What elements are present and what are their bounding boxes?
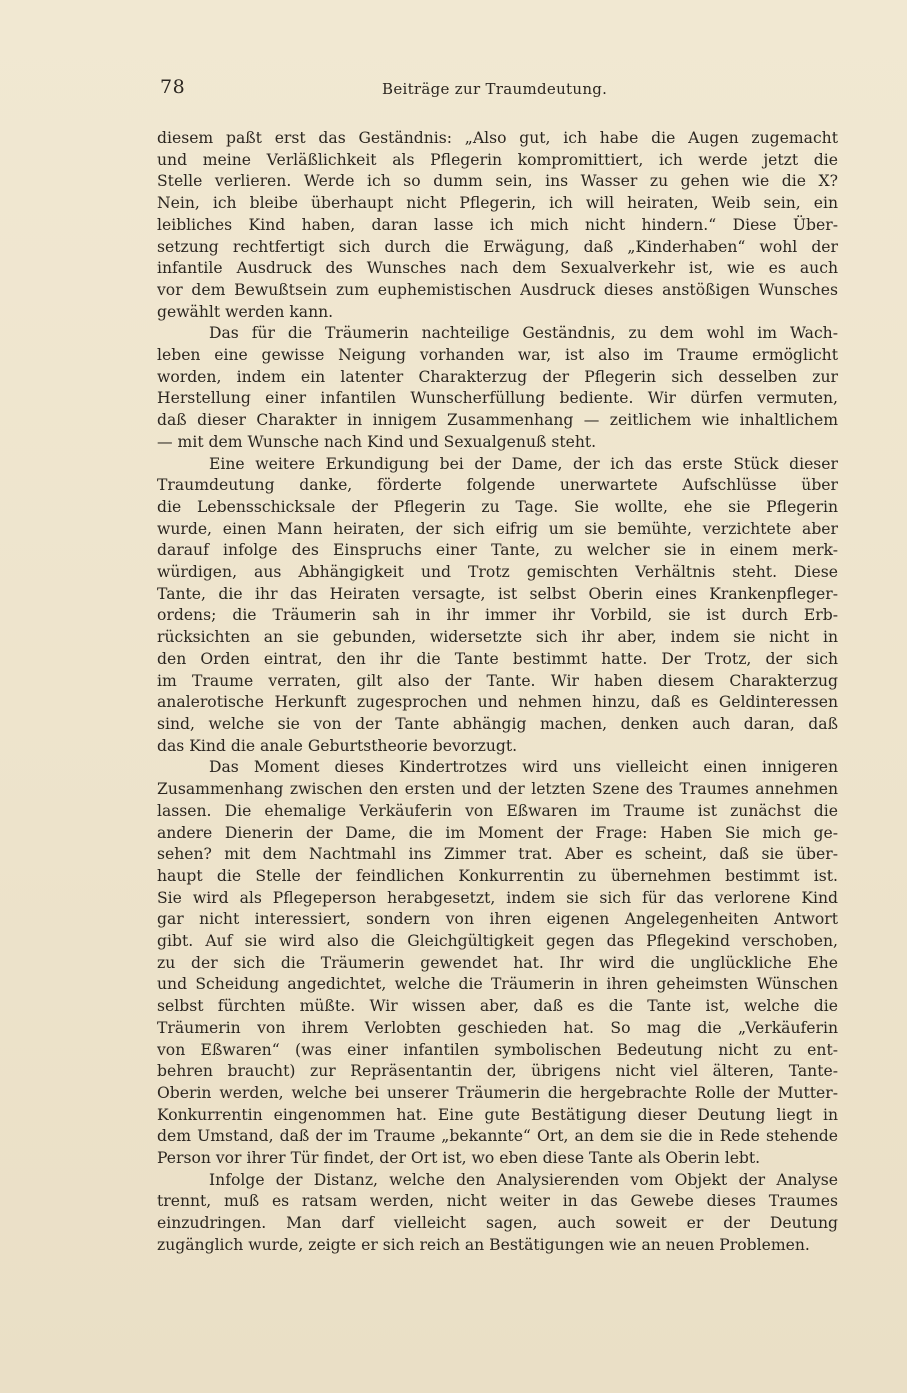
text-line: im Traume verraten, gilt also der Tante. Wir haben diesem Charakterzug xyxy=(157,671,838,690)
text-line: dem Umstand, daß der im Traume „bekannte“ Ort, an dem sie die in Rede stehende xyxy=(157,1127,838,1146)
text-line: Sie wird als Pflegeperson herabgesetzt, indem sie sich für das verlorene Kind xyxy=(157,888,838,907)
text-line: rücksichten an sie gebunden, widersetzte sich ihr aber, indem sie nicht in xyxy=(157,628,838,647)
text-line: sind, welche sie von der Tante abhängig machen, denken auch daran, daß xyxy=(157,714,838,733)
paragraph xyxy=(157,128,838,323)
text-line: Herstellung einer infantilen Wunscherfüllung bediente. Wir dürfen vermuten, xyxy=(157,389,838,408)
text-line: diesem paßt erst das Geständnis: „Also gut, ich habe die Augen zugemacht xyxy=(157,129,838,147)
text-line: Person vor ihrer Tür findet, der Ort ist, wo eben diese Tante als Oberin lebt. xyxy=(157,1149,761,1168)
text-line: Eine weitere Erkundigung bei der Dame, der ich das erste Stück dieser xyxy=(209,454,838,473)
text-line: Stelle verlieren. Werde ich so dumm sein, ins Wasser zu gehen wie die X? xyxy=(157,172,838,191)
text-line: leibliches Kind haben, daran lasse ich mich nicht hindern.“ Diese Über- xyxy=(157,215,838,234)
text-line: Das für die Träumerin nachteilige Geständnis, zu dem wohl im Wach- xyxy=(209,324,838,343)
text-line: würdigen, aus Abhängigkeit und Trotz gemischten Verhältnis steht. Diese xyxy=(157,563,838,582)
text-line: worden, indem ein latenter Charakterzug der Pflegerin sich desselben zur xyxy=(157,367,838,386)
text-line: behren braucht) zur Repräsentantin der, übrigens nicht viel älteren, Tante- xyxy=(157,1062,838,1081)
text-line: andere Dienerin der Dame, die im Moment der Frage: Haben Sie mich ge- xyxy=(157,823,838,842)
text-line: analerotische Herkunft zugesprochen und nehmen hinzu, daß es Geldinteressen xyxy=(157,693,838,712)
text-line: daß dieser Charakter in innigem Zusammenhang — zeitlichem wie inhaltlichem xyxy=(157,411,838,430)
text-line: gibt. Auf sie wird also die Gleichgültigkeit gegen das Pflegekind verschoben, xyxy=(157,932,838,951)
text-line: gar nicht interessiert, sondern von ihren eigenen Angelegenheiten Antwort xyxy=(157,910,838,929)
text-line: wurde, einen Mann heiraten, der sich eifrig um sie bemühte, verzichtete aber xyxy=(157,519,838,538)
text-line: Oberin werden, welche bei unserer Träumerin die hergebrachte Rolle der Mutter- xyxy=(157,1083,838,1102)
text-line: den Orden eintrat, den ihr die Tante bestimmt hatte. Der Trotz, der sich xyxy=(157,649,838,668)
paragraph xyxy=(157,454,838,758)
text-line: zugänglich wurde, zeigte er sich reich an Bestätigungen wie an neuen Problemen. xyxy=(157,1235,810,1254)
text-line: leben eine gewisse Neigung vorhanden war, ist also im Traume ermöglicht xyxy=(157,346,838,365)
text-line: lassen. Die ehemalige Verkäuferin von Eßwaren im Traume ist zunächst die xyxy=(157,801,838,820)
text-line: Infolge der Distanz, welche den Analysierenden vom Objekt der Analyse xyxy=(209,1170,838,1189)
text-line: haupt die Stelle der feindlichen Konkurrentin zu übernehmen bestimmt ist. xyxy=(157,866,838,885)
text-line: trennt, muß es ratsam werden, nicht weiter in das Gewebe dieses Traumes xyxy=(157,1192,838,1211)
running-head: Beiträge zur Traumdeutung. xyxy=(382,80,608,98)
paragraph xyxy=(157,1170,838,1257)
text-line: Traumdeutung danke, förderte folgende unerwartete Aufschlüsse über xyxy=(157,476,838,495)
text-line: die Lebensschicksale der Pflegerin zu Tage. Sie wollte, ehe sie Pflegerin xyxy=(157,497,838,516)
text-line: infantile Ausdruck des Wunsches nach dem Sexualverkehr ist, wie es auch xyxy=(157,259,838,278)
text-line: Träumerin von ihrem Verlobten geschieden hat. So mag die „Verkäuferin xyxy=(157,1018,838,1037)
text-line: das Kind die anale Geburtstheorie bevorzugt. xyxy=(157,736,518,755)
text-line: vor dem Bewußtsein zum euphemistischen Ausdruck dieses anstößigen Wunsches xyxy=(157,280,838,299)
text-line: Konkurrentin eingenommen hat. Eine gute Bestätigung dieser Deutung liegt in xyxy=(157,1105,838,1124)
text-line: Zusammenhang zwischen den ersten und der letzten Szene des Traumes annehmen xyxy=(157,780,838,799)
page-header xyxy=(160,76,840,104)
text-line: und meine Verläßlichkeit als Pflegerin kompromittiert, ich werde jetzt die xyxy=(157,150,838,169)
text-line: — mit dem Wunsche nach Kind und Sexualgenuß steht. xyxy=(157,432,597,451)
text-line: gewählt werden kann. xyxy=(157,302,334,321)
text-line: zu der sich die Träumerin gewendet hat. Ihr wird die unglückliche Ehe xyxy=(157,953,838,972)
paragraph xyxy=(157,757,838,1169)
text-line: Nein, ich bleibe überhaupt nicht Pflegerin, ich will heiraten, Weib sein, ein xyxy=(157,194,838,213)
text-line: Tante, die ihr das Heiraten versagte, ist selbst Oberin eines Krankenpfleger- xyxy=(157,584,838,603)
text-line: von Eßwaren“ (was einer infantilen symbolischen Bedeutung nicht zu ent- xyxy=(157,1040,838,1059)
text-line: sehen? mit dem Nachtmahl ins Zimmer trat. Aber es scheint, daß sie über- xyxy=(157,845,838,864)
body-text xyxy=(157,128,838,1257)
text-line: darauf infolge des Einspruchs einer Tante, zu welcher sie in einem merk- xyxy=(157,541,838,560)
text-line: selbst fürchten müßte. Wir wissen aber, daß es die Tante ist, welche die xyxy=(157,997,838,1016)
paragraph xyxy=(157,323,838,453)
text-line: setzung rechtfertigt sich durch die Erwägung, daß „Kinderhaben“ wohl der xyxy=(157,237,838,256)
text-line: einzudringen. Man darf vielleicht sagen, auch soweit er der Deutung xyxy=(157,1214,838,1233)
page-number: 78 xyxy=(160,76,186,98)
text-line: Das Moment dieses Kindertrotzes wird uns vielleicht einen innigeren xyxy=(209,758,838,777)
text-line: ordens; die Träumerin sah in ihr immer ihr Vorbild, sie ist durch Erb- xyxy=(157,606,838,625)
text-line: und Scheidung angedichtet, welche die Träumerin in ihren geheimsten Wünschen xyxy=(157,975,838,994)
